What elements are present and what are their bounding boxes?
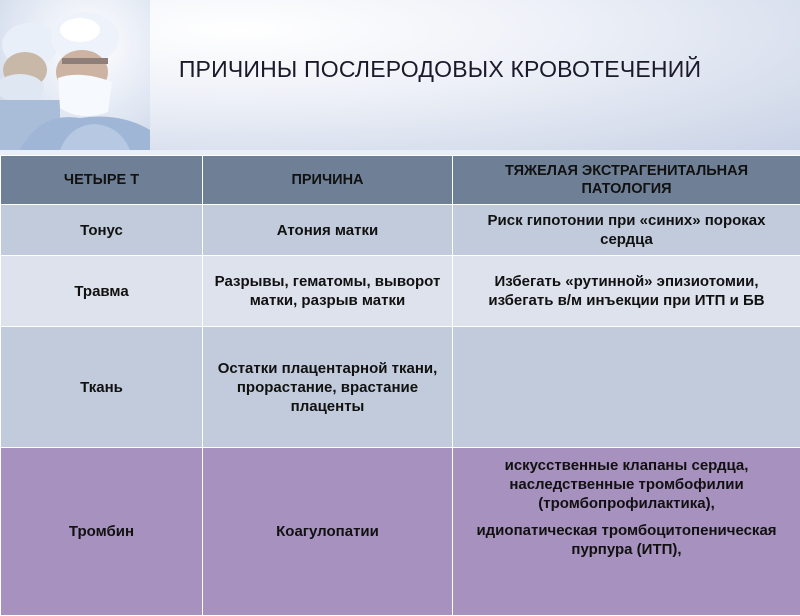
cell-pathology	[453, 327, 800, 448]
cell-cause: Коагулопатии	[203, 448, 453, 616]
causes-table	[0, 155, 800, 616]
header-cause: ПРИЧИНА	[203, 156, 453, 205]
cell-t: Тромбин	[1, 448, 203, 616]
cell-cause: Атония матки	[203, 205, 453, 256]
surgeon-photo	[0, 0, 150, 150]
cell-cause: Разрывы, гематомы, выворот матки, разрыв матки	[203, 256, 453, 327]
cell-pathology	[453, 448, 800, 616]
table-row	[1, 448, 800, 616]
table-row	[1, 256, 800, 327]
table-header-row	[1, 156, 800, 205]
table-row	[1, 327, 800, 448]
cell-t: Ткань	[1, 327, 203, 448]
header-four-t: ЧЕТЫРЕ Т	[1, 156, 203, 205]
cell-t: Травма	[1, 256, 203, 327]
pathology-paragraph: искусственные клапаны сердца, наследственные тромбофилии (тромбопрофилактика),	[463, 456, 790, 513]
cell-pathology: Избегать «рутинной» эпизиотомии, избегать в/м инъекции при ИТП и БВ	[453, 256, 800, 327]
cell-t: Тонус	[1, 205, 203, 256]
pathology-paragraph: идиопатическая тромбоцитопеническая пурпура (ИТП),	[463, 521, 790, 559]
cell-pathology: Риск гипотонии при «синих» пороках сердца	[453, 205, 800, 256]
header-pathology: ТЯЖЕЛАЯ ЭКСТРАГЕНИТАЛЬНАЯ ПАТОЛОГИЯ	[453, 156, 800, 205]
table-row	[1, 205, 800, 256]
cell-cause: Остатки плацентарной ткани, прорастание, врастание плаценты	[203, 327, 453, 448]
slide-title: ПРИЧИНЫ ПОСЛЕРОДОВЫХ КРОВОТЕЧЕНИЙ	[150, 56, 730, 83]
